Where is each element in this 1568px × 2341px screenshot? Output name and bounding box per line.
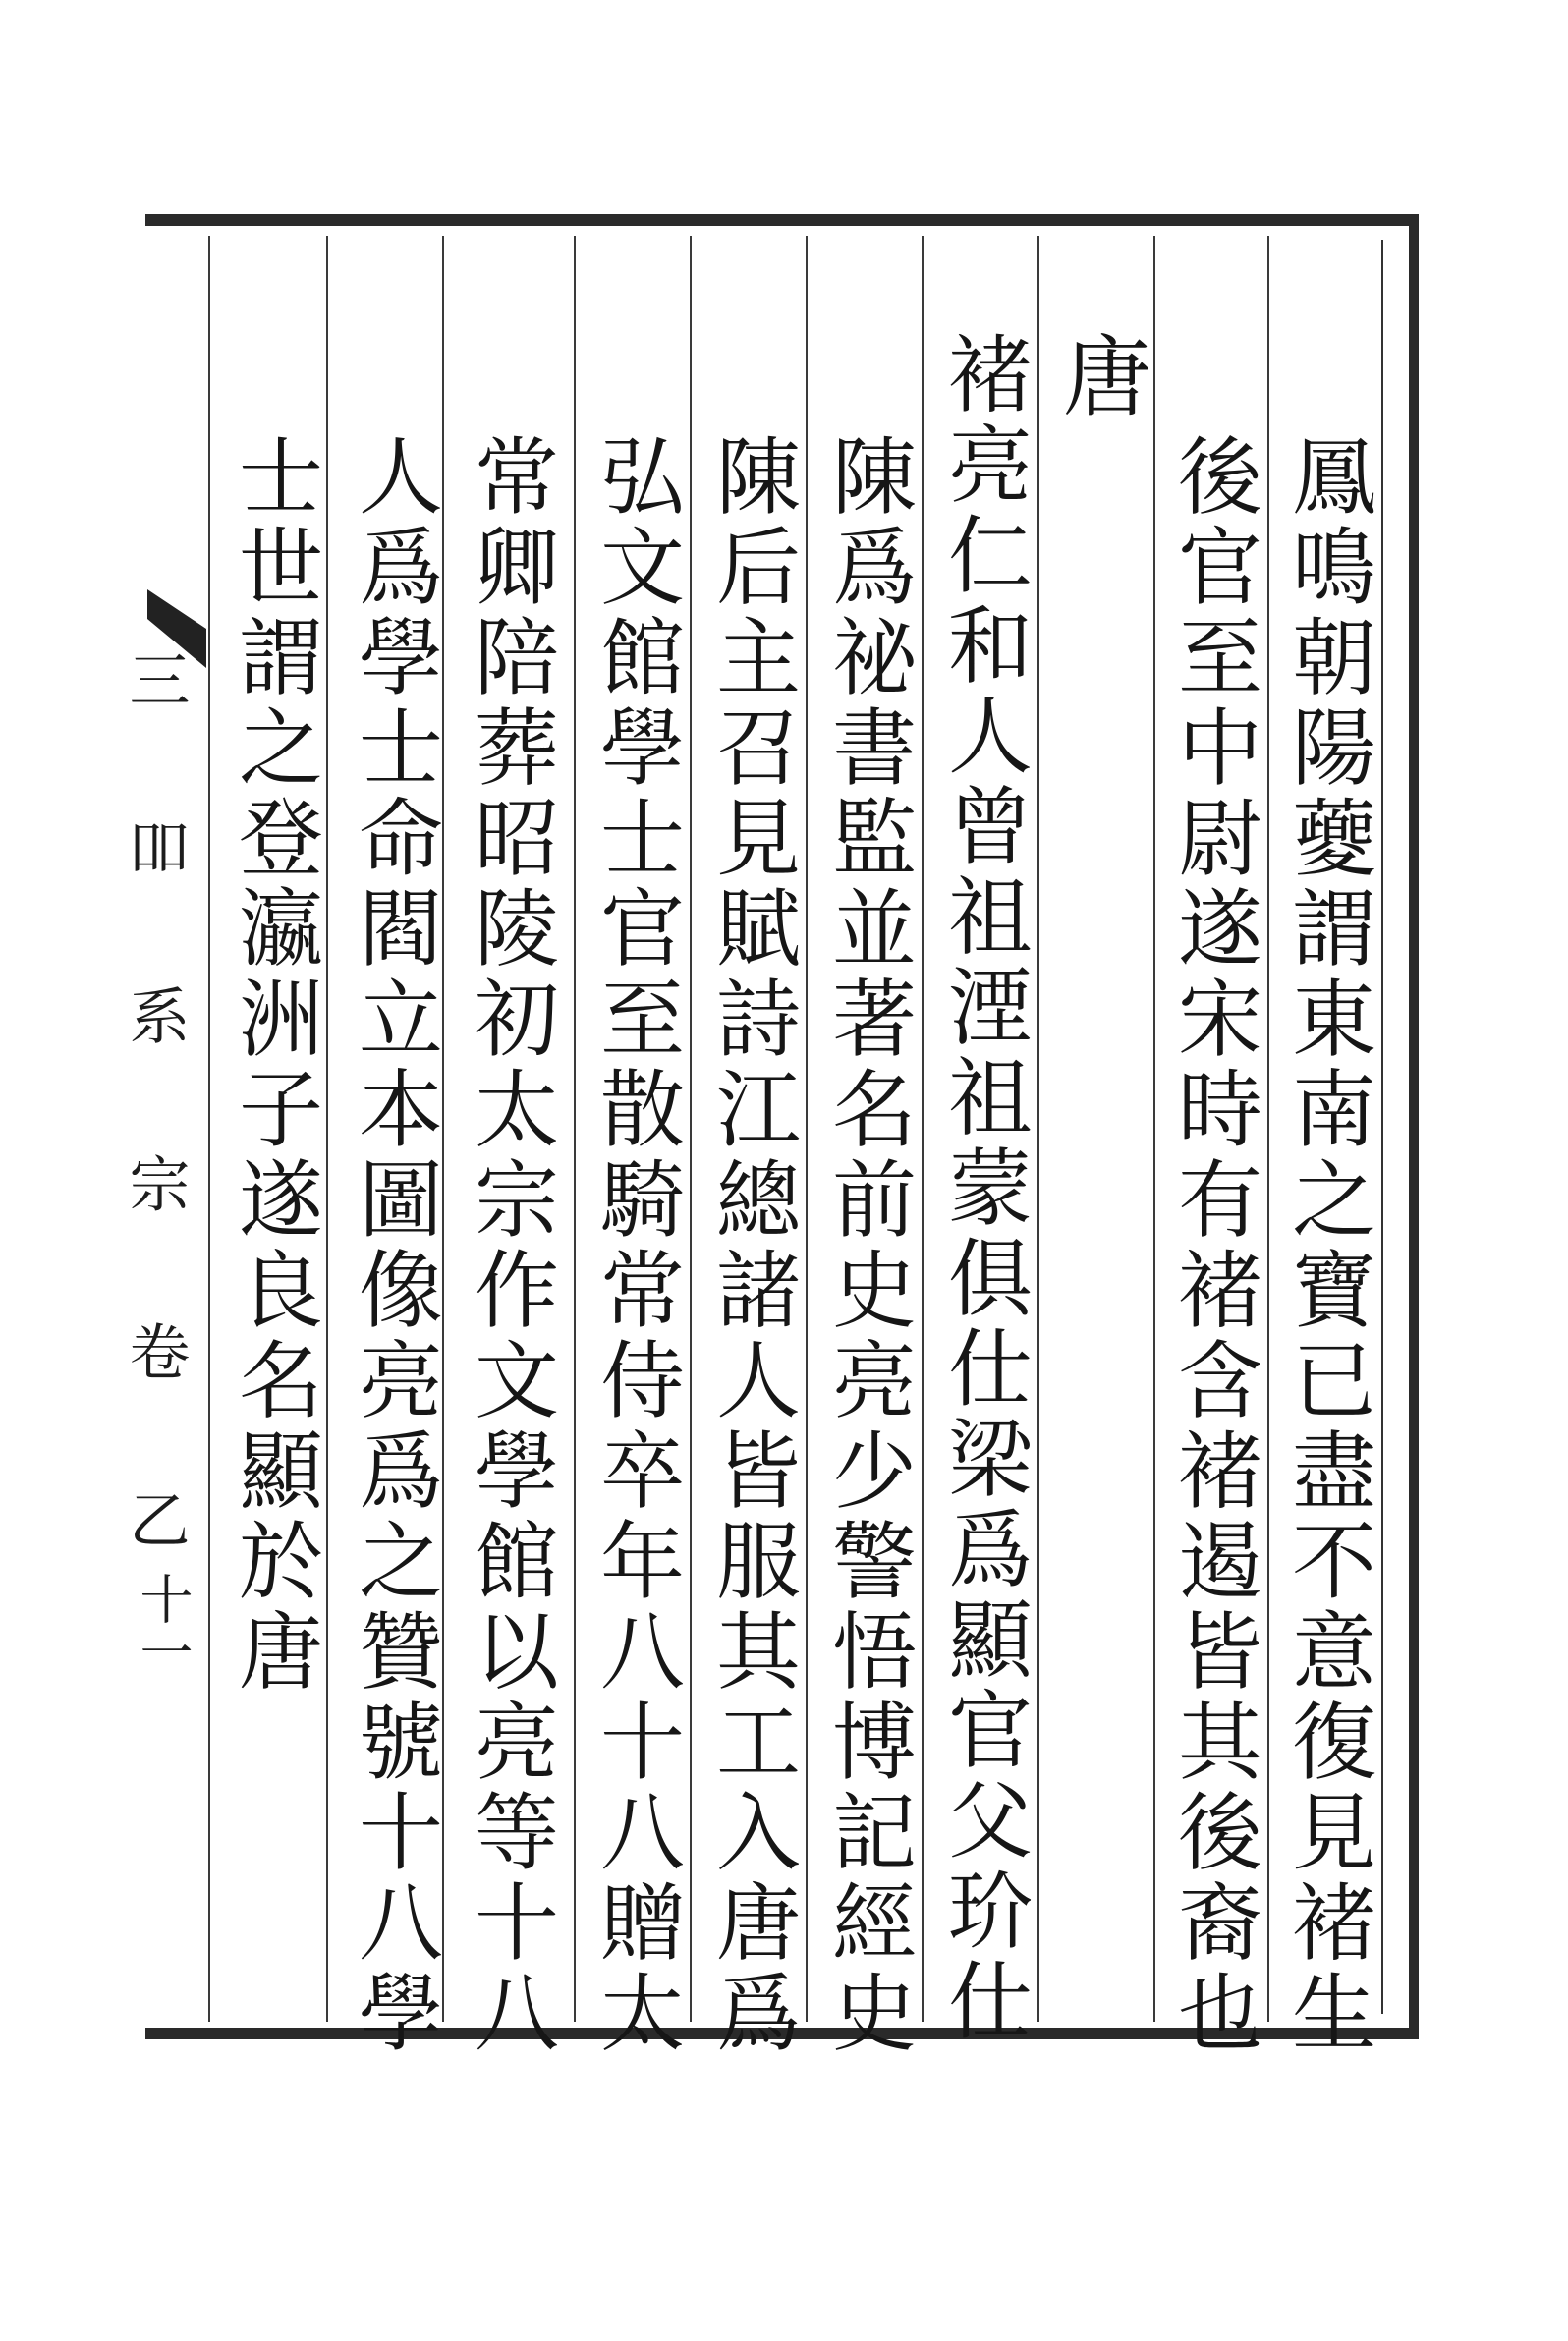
frame-inner-rule [1381,240,1383,2014]
column-rule [574,236,576,2022]
column-rule [208,236,210,2022]
text-column: 後官至中尉遂宋時有褚含褚遏皆其後裔也 [1163,432,1261,2059]
gutter-title: 三 吅 系 宗 卷 乙 [119,648,191,1567]
text-column: 人爲學士命閻立本圖像亮爲之贊號十八學 [344,432,442,2059]
column-rule [1153,236,1155,2022]
folio-number: 十一 [132,1572,194,1678]
column-rule [806,236,808,2022]
column-rule [442,236,444,2022]
column-rule [922,236,924,2022]
column-rule [1037,236,1039,2022]
column-rule [1267,236,1269,2022]
section-heading: 唐 [1047,330,1150,424]
text-column: 陳爲祕書監並著名前史亮少警悟博記經史 [817,432,916,2059]
text-column: 陳后主召見賦詩江總諸人皆服其工入唐爲 [701,432,800,2059]
text-column: 鳳鳴朝陽䕫謂東南之寶已盡不意復見褚生 [1277,432,1375,2059]
text-column: 弘文館學士官至散騎常侍卒年八十八贈太 [586,432,684,2059]
column-rule [690,236,692,2022]
text-column: 士世謂之登瀛洲子遂良名顯於唐 [224,432,322,1698]
column-rule [326,236,328,2022]
text-column: 常卿陪葬昭陵初太宗作文學館以亮等十八 [460,432,558,2059]
text-column: 褚亮仁和人曾祖湮祖蒙俱仕梁爲顯官父玠仕 [933,330,1032,2047]
